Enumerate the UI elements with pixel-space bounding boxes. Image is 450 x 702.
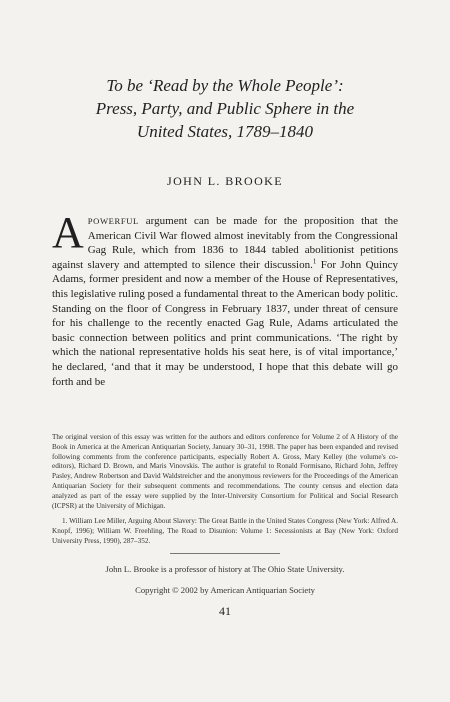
body-text-2: For John Quincy Adams, former president and now a member of the House of Representatives, this legislative ruling posed a fundamental threat to the American body politic. Standing on the floor of Congress in February 1837, under threat of censure for his challenge to the recently enacted Gag Rule, Adams articulated the basic connection between politics and print communications. ‘The right by which the national representative holds his seat here, is of vital importance,’ he declared, ‘and that it may be understood, I hope that this debate will go forth and be <box>52 258 398 388</box>
lead-smallcaps: POWERFUL <box>87 216 139 226</box>
acknowledgment-note: The original version of this essay was written for the authors and editors conference for Volume 2 of A History of the Book in America at the American Antiquarian Society, January 30–31, 1998. The paper has been expanded and revised following comments from the conference participants, especially Robert A. Gross, Mary Kelley (the volume's co-editors), Richard D. Brown, and Maris Vinovskis. The author is grateful to Ronald Formisano, Richard John, Jeffrey Pasley, Andrew Robertson and David Waldstreicher and the anonymous reviewers for the Proceedings of the American Antiquarian Society for their subsequent comments and recommendations. The county census and election data analyzed as part of the essay were supplied by the Inter-University Consortium for Political and Social Research (ICPSR) at the University of Michigan. <box>52 433 398 510</box>
title-line-2: Press, Party, and Public Sphere in the <box>95 99 355 118</box>
article-title <box>50 74 400 143</box>
body-text-1: argument can be made for the proposition that the American Civil War flowed almost inevitably from the Congressional Gag Rule, which from 1836 to 1844 tabled abolitionist petitions against slavery and attempted to silence their discussion. <box>52 215 398 271</box>
notes-section <box>52 433 398 553</box>
drop-cap: A <box>52 208 84 257</box>
author-name: JOHN L. BROOKE <box>167 174 283 188</box>
page-number: 41 <box>219 604 231 618</box>
article-body <box>52 208 398 389</box>
title-line-3: United States, 1789–1840 <box>136 122 314 141</box>
author-bio: John L. Brooke is a professor of history at The Ohio State University. <box>105 564 345 574</box>
title-line-1: To be ‘Read by the Whole People’: <box>106 76 344 95</box>
footnote-1: 1. William Lee Miller, Arguing About Slavery: The Great Battle in the United States Congress (New York: Alfred A. Knopf, 1996); William W. Freehling, The Road to Disunion: Volume 1: Secessionists at Bay (New York: Oxford University Press, 1990), 287–352. <box>52 517 398 545</box>
divider-rule <box>170 553 280 554</box>
copyright-line: Copyright © 2002 by American Antiquarian Society <box>135 585 315 595</box>
footnote-ref-1: 1 <box>312 257 317 266</box>
